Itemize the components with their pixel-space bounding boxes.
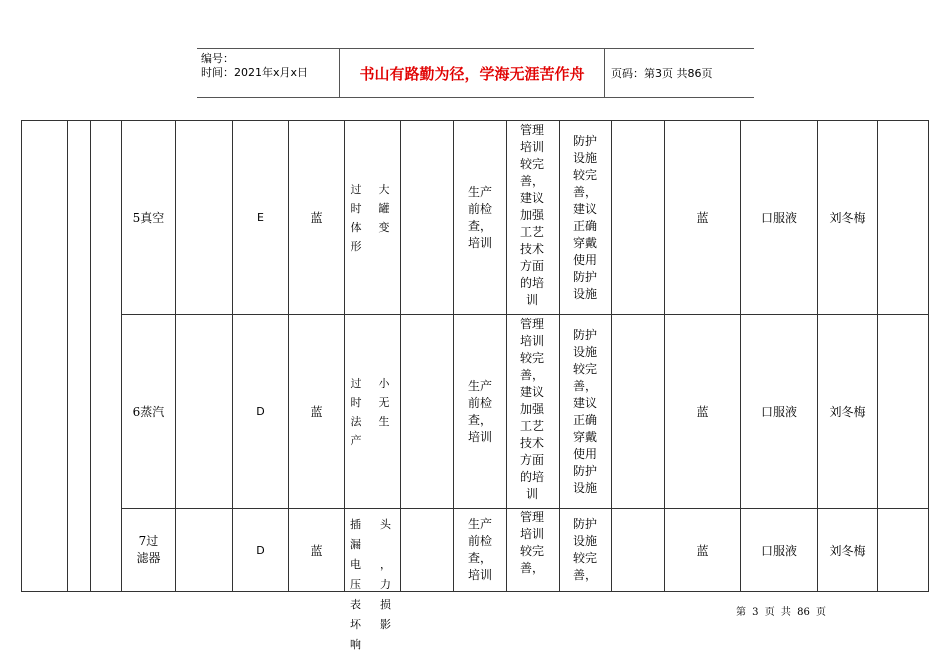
color-cell: 蓝 <box>310 405 323 419</box>
item-cell: 5真空 <box>132 211 165 225</box>
consequence-text: 插头漏电，压力表损坏影响 <box>350 518 396 651</box>
person-cell: 刘冬梅 <box>829 405 866 419</box>
management-text: 管理培训较完善，建议加强工艺技术方面的培训 <box>519 317 544 501</box>
management-text: 管理培训较完善， <box>519 510 544 575</box>
consequence-cell <box>345 315 400 508</box>
col-divider <box>175 121 176 591</box>
result-color-cell: 蓝 <box>696 543 709 558</box>
col-divider <box>400 121 401 591</box>
time-label: 时间：2021年x月x日 <box>201 66 309 79</box>
protection-text: 防护设施较完善，建议正确穿戴使用防护设施 <box>572 134 597 301</box>
result-color-cell: 蓝 <box>696 211 709 225</box>
check-cell <box>454 315 506 508</box>
page-info: 页码：第3页 共86页 <box>611 67 713 80</box>
result-color-cell: 蓝 <box>696 405 709 419</box>
col-divider <box>559 121 560 591</box>
color-cell: 蓝 <box>310 211 323 225</box>
protection-text: 防护设施较完善，建议正确穿戴使用防护设施 <box>572 328 597 495</box>
col-divider <box>90 121 91 591</box>
person-cell: 刘冬梅 <box>829 543 866 558</box>
management-text: 管理培训较完善，建议加强工艺技术方面的培训 <box>519 123 544 307</box>
product-cell: 口服液 <box>760 543 797 558</box>
page-header <box>197 48 754 98</box>
consequence-cell <box>345 121 400 314</box>
header-meta <box>197 49 339 97</box>
consequence-text: 过小时无法生产 <box>350 376 395 447</box>
item-cell: 6蒸汽 <box>132 405 165 419</box>
person-cell: 刘冬梅 <box>829 211 866 225</box>
check-text: 生产前检查，培训 <box>467 184 492 250</box>
protection-text: 防护设施较完善， <box>572 517 597 582</box>
item-cell <box>122 509 175 591</box>
product-cell: 口服液 <box>760 211 797 225</box>
level-cell: D <box>256 405 265 418</box>
check-cell <box>454 121 506 314</box>
col-divider <box>611 121 612 591</box>
color-cell: 蓝 <box>310 543 323 558</box>
check-text: 生产前检查，培训 <box>467 517 492 582</box>
page-footer: 第 3 页 共 86 页 <box>736 607 826 618</box>
level-cell: D <box>256 543 265 557</box>
col-divider <box>506 121 507 591</box>
col-divider <box>67 121 68 591</box>
number-label: 编号： <box>201 52 234 65</box>
motto: 书山有路勤为径，学海无涯苦作舟 <box>339 49 605 97</box>
consequence-text: 过大时罐体变形 <box>350 182 395 253</box>
level-cell: E <box>257 211 264 224</box>
product-cell: 口服液 <box>760 405 797 419</box>
item-text: 7过滤器 <box>136 534 161 565</box>
check-text: 生产前检查，培训 <box>467 378 492 444</box>
col-divider <box>877 121 878 591</box>
